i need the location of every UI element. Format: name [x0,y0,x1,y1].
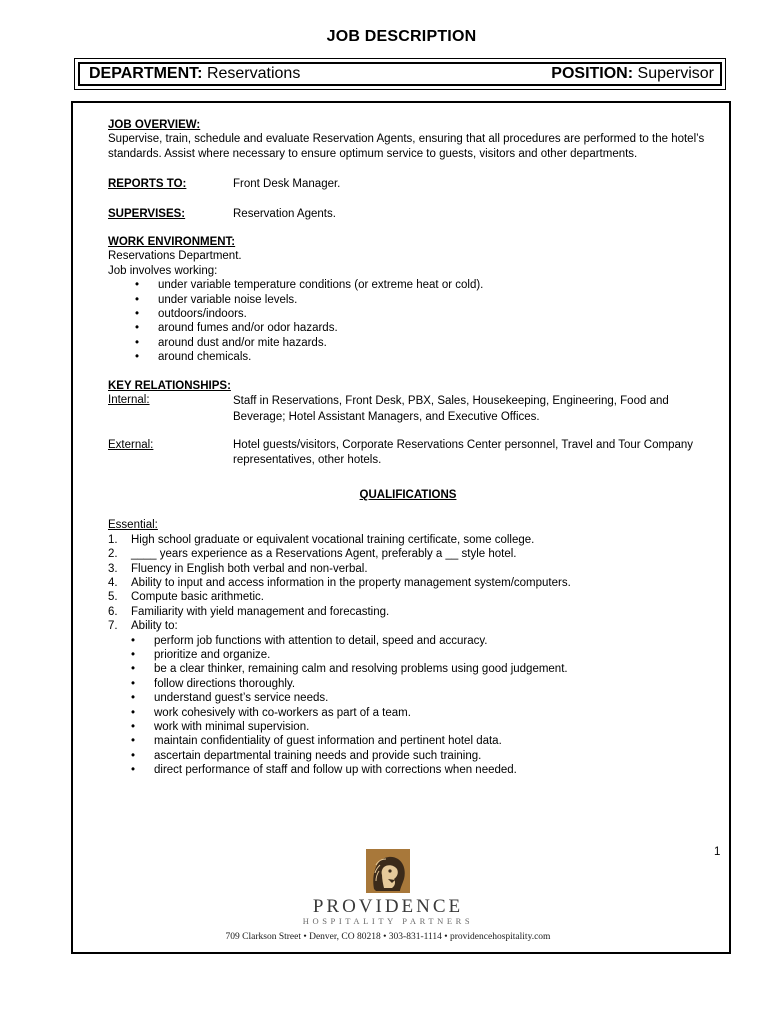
list-item [108,533,708,547]
list-item: • work cohesively with co-workers as part of a team. [108,706,708,720]
reports-to-row [108,177,708,191]
doc-title: JOB DESCRIPTION [326,28,477,45]
internal-label: Internal: [108,394,150,407]
item-number: 4. [108,576,118,589]
department-field [89,65,300,83]
external-row [108,438,708,467]
item-number: 5. [108,591,118,604]
list-item [108,562,708,576]
list-item [108,605,708,619]
lion-head-icon [366,849,410,893]
essential-label: Essential: [108,519,158,532]
list-item: • ascertain departmental training needs and provide such training. [108,749,708,763]
list-item: • under variable temperature conditions (or extreme heat or cold). [108,278,708,292]
item-text: Ability to input and access information in the property management system/computers. [131,576,571,589]
page-number: 1 [714,846,721,858]
brand-name: PROVIDENCE [312,896,464,917]
item-text: High school graduate or equivalent vocational training certificate, some college. [131,533,535,546]
qualifications-heading: QUALIFICATIONS [359,488,457,501]
external-label: External: [108,439,154,452]
item-text: Fluency in English both verbal and non-verbal. [131,562,368,575]
internal-value: Staff in Reservations, Front Desk, PBX, Sales, Housekeeping, Engineering, Food and Beverage; Hotel Assistant Managers, and Executive Offices. [233,395,669,424]
item-number: 2. [108,548,118,561]
work-environment-line2: Job involves working: [108,264,218,277]
supervises-row [108,207,708,221]
list-item: • maintain confidentiality of guest information and pertinent hotel data. [108,734,708,748]
essential-list [108,533,708,634]
position-value: Supervisor [637,65,714,82]
content [108,118,708,778]
list-item: • around chemicals. [108,350,708,364]
brand-subtitle: HOSPITALITY PARTNERS [302,916,474,926]
item-number: 3. [108,562,118,575]
list-item: • under variable noise levels. [108,293,708,307]
ability-list [108,634,708,778]
external-value: Hotel guests/visitors, Corporate Reservations Center personnel, Travel and Tour Company representatives, other hotels. [233,439,694,466]
company-address: 709 Clarkson Street • Denver, CO 80218 • 303-831-1114 • providencehospitality.com [225,932,551,942]
job-overview-text: Supervise, train, schedule and evaluate Reservation Agents, ensuring that all procedures are performed to the hotel’s standards. Assist where necessary to ensure optimum service to guests, visitors and other departments. [108,133,705,160]
item-text: ____ years experience as a Reservations Agent, preferably a __ style hotel. [131,548,517,561]
list-item [108,619,708,633]
item-number: 6. [108,605,118,618]
list-item [108,547,708,561]
job-overview-heading: JOB OVERVIEW: [108,119,201,131]
list-item: • perform job functions with attention to detail, speed and accuracy. [108,634,708,648]
item-text: Ability to: [131,620,178,633]
department-value: Reservations [206,65,301,82]
list-item: • prioritize and organize. [108,648,708,662]
list-item: • be a clear thinker, remaining calm and resolving problems using good judgement. [108,662,708,676]
list-item: • work with minimal supervision. [108,720,708,734]
item-number: 1. [108,533,118,546]
list-item: • outdoors/indoors. [108,307,708,321]
list-item: • understand guest’s service needs. [108,691,708,705]
department-label: DEPARTMENT: [89,65,203,82]
list-item [108,590,708,604]
header-box-inner [78,62,722,86]
work-environment-list [108,278,708,364]
list-item: • direct performance of staff and follow up with corrections when needed. [108,763,708,777]
list-item: • follow directions thoroughly. [108,677,708,691]
company-logo [210,849,566,965]
key-relationships-heading: KEY RELATIONSHIPS: [108,379,231,392]
reports-to-label: REPORTS TO: [108,178,187,191]
position-label: POSITION: [551,65,634,82]
work-environment-heading: WORK ENVIRONMENT: [108,236,236,249]
header-box [74,58,726,90]
supervises-value: Reservation Agents. [233,207,336,220]
item-text: Familiarity with yield management and forecasting. [131,605,390,618]
item-text: Compute basic arithmetic. [131,591,264,604]
item-number: 7. [108,620,118,633]
list-item [108,576,708,590]
work-environment-line1: Reservations Department. [108,250,242,263]
internal-row [108,393,708,425]
list-item: • around fumes and/or odor hazards. [108,321,708,335]
supervises-label: SUPERVISES: [108,207,186,220]
list-item: • around dust and/or mite hazards. [108,336,708,350]
reports-to-value: Front Desk Manager. [233,178,341,191]
position-field [551,65,714,83]
